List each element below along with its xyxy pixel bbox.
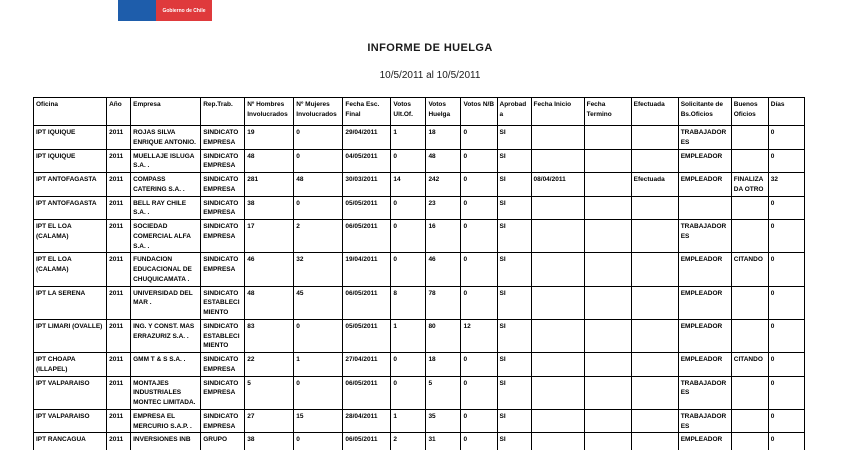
table-cell xyxy=(631,220,678,253)
table-cell: 17 xyxy=(245,220,294,253)
table-row xyxy=(34,286,805,319)
table-row xyxy=(34,376,805,409)
table-cell: EMPLEADOR xyxy=(678,319,731,352)
table-cell: SI xyxy=(497,409,531,433)
table-cell: SINDICATO EMPRESA xyxy=(201,220,245,253)
table-cell: 0 xyxy=(461,433,497,450)
table-cell: 0 xyxy=(461,173,497,197)
table-cell: 29/04/2011 xyxy=(343,126,391,150)
column-header: Votos Ult.Of. xyxy=(391,98,426,126)
table-cell xyxy=(731,149,768,173)
table-cell xyxy=(531,149,584,173)
table-cell xyxy=(531,220,584,253)
table-cell xyxy=(531,253,584,286)
table-cell xyxy=(631,433,678,450)
table-cell: CITANDO xyxy=(731,253,768,286)
table-cell: 5 xyxy=(245,376,294,409)
table-cell: 08/04/2011 xyxy=(531,173,584,197)
table-cell xyxy=(584,126,631,150)
table-cell xyxy=(678,196,731,220)
table-cell xyxy=(531,126,584,150)
column-header: Fecha Termino xyxy=(584,98,631,126)
table-cell: 0 xyxy=(768,433,804,450)
table-cell: CITANDO xyxy=(731,353,768,377)
table-cell xyxy=(584,286,631,319)
table-cell: 18 xyxy=(426,126,461,150)
column-header: Oficina xyxy=(34,98,107,126)
table-cell: UNIVERSIDAD DEL MAR . xyxy=(131,286,201,319)
table-cell xyxy=(631,126,678,150)
table-cell: 19/04/2011 xyxy=(343,253,391,286)
table-cell: 2011 xyxy=(107,126,131,150)
table-cell: 0 xyxy=(768,319,804,352)
table-cell: 0 xyxy=(768,353,804,377)
table-cell xyxy=(584,353,631,377)
table-cell: SINDICATO EMPRESA xyxy=(201,353,245,377)
table-cell: EMPRESA EL MERCURIO S.A.P. . xyxy=(131,409,201,433)
column-header: Votos Huelga xyxy=(426,98,461,126)
table-cell: 12 xyxy=(461,319,497,352)
table-cell: 2011 xyxy=(107,149,131,173)
column-header: Votos N/B xyxy=(461,98,497,126)
column-header: Empresa xyxy=(131,98,201,126)
table-cell: 0 xyxy=(461,376,497,409)
column-header: Nº Mujeres Involucrados xyxy=(294,98,343,126)
table-cell: 2011 xyxy=(107,353,131,377)
table-cell: 18 xyxy=(426,353,461,377)
table-cell: 2011 xyxy=(107,433,131,450)
chile-flag-red-block xyxy=(156,0,212,21)
table-cell: SI xyxy=(497,353,531,377)
table-cell: 2011 xyxy=(107,220,131,253)
table-cell xyxy=(584,196,631,220)
column-header: Año xyxy=(107,98,131,126)
column-header: Solicitante de Bs.Oficios xyxy=(678,98,731,126)
table-cell: SI xyxy=(497,149,531,173)
table-cell: 0 xyxy=(461,409,497,433)
table-cell: TRABAJADORES xyxy=(678,409,731,433)
column-header: Efectuada xyxy=(631,98,678,126)
table-cell: 06/05/2011 xyxy=(343,433,391,450)
table-cell: 0 xyxy=(461,196,497,220)
table-cell: 2011 xyxy=(107,286,131,319)
table-cell: 2011 xyxy=(107,376,131,409)
page-title: INFORME DE HUELGA xyxy=(367,42,493,54)
table-cell: 2 xyxy=(294,220,343,253)
table-cell: 0 xyxy=(768,126,804,150)
table-cell: IPT EL LOA (CALAMA) xyxy=(34,220,107,253)
table-cell: SI xyxy=(497,433,531,450)
table-cell xyxy=(731,220,768,253)
table-cell: 48 xyxy=(426,149,461,173)
table-cell: SINDICATO EMPRESA xyxy=(201,149,245,173)
table-cell: 0 xyxy=(391,353,426,377)
table-cell: 05/05/2011 xyxy=(343,319,391,352)
table-row xyxy=(34,409,805,433)
table-cell xyxy=(731,433,768,450)
table-cell: IPT VALPARAISO xyxy=(34,409,107,433)
table-cell: EMPLEADOR xyxy=(678,149,731,173)
column-header: Aprobada xyxy=(497,98,531,126)
table-cell xyxy=(584,319,631,352)
table-cell: 04/05/2011 xyxy=(343,149,391,173)
table-cell: 2011 xyxy=(107,196,131,220)
column-header: Días xyxy=(768,98,804,126)
column-header: Fecha Esc. Final xyxy=(343,98,391,126)
table-cell: 0 xyxy=(294,433,343,450)
column-header: Fecha Inicio xyxy=(531,98,584,126)
table-cell: SINDICATO EMPRESA xyxy=(201,376,245,409)
table-cell: Efectuada xyxy=(631,173,678,197)
table-cell: 0 xyxy=(768,220,804,253)
table-cell: 0 xyxy=(391,376,426,409)
table-cell: SINDICATO ESTABLECIMIENTO xyxy=(201,319,245,352)
table-cell: 22 xyxy=(245,353,294,377)
table-cell: 23 xyxy=(426,196,461,220)
table-cell: SI xyxy=(497,286,531,319)
table-cell: TRABAJADORES xyxy=(678,126,731,150)
table-body xyxy=(34,126,805,450)
table-cell: 2011 xyxy=(107,409,131,433)
logo-text: Gobierno de Chile xyxy=(162,7,206,14)
table-cell: MONTAJES INDUSTRIALES MONTEC LIMITADA. xyxy=(131,376,201,409)
table-cell: IPT RANCAGUA xyxy=(34,433,107,450)
table-cell: INVERSIONES INB xyxy=(131,433,201,450)
table-cell: MUELLAJE ISLUGA S.A. . xyxy=(131,149,201,173)
table-cell: SI xyxy=(497,126,531,150)
table-cell: EMPLEADOR xyxy=(678,286,731,319)
table-cell: 19 xyxy=(245,126,294,150)
table-cell: 45 xyxy=(294,286,343,319)
table-cell: SINDICATO EMPRESA xyxy=(201,126,245,150)
table-row xyxy=(34,173,805,197)
table-cell: IPT VALPARAISO xyxy=(34,376,107,409)
table-cell: 0 xyxy=(294,319,343,352)
table-cell xyxy=(731,196,768,220)
table-cell: 27 xyxy=(245,409,294,433)
table-cell: 05/05/2011 xyxy=(343,196,391,220)
table-cell xyxy=(731,409,768,433)
table-cell: IPT CHOAPA (ILLAPEL) xyxy=(34,353,107,377)
table-cell: 27/04/2011 xyxy=(343,353,391,377)
gobierno-de-chile-logo xyxy=(118,0,212,21)
table-cell: 48 xyxy=(294,173,343,197)
column-header: Buenos Oficios xyxy=(731,98,768,126)
table-cell: SINDICATO EMPRESA xyxy=(201,173,245,197)
table-cell: 48 xyxy=(245,286,294,319)
table-cell: 0 xyxy=(294,376,343,409)
table-cell: 0 xyxy=(294,149,343,173)
table-cell: 0 xyxy=(391,149,426,173)
table-cell: 0 xyxy=(461,126,497,150)
table-cell xyxy=(531,286,584,319)
table-cell xyxy=(531,319,584,352)
table-cell: 2011 xyxy=(107,253,131,286)
table-cell: SI xyxy=(497,173,531,197)
table-cell xyxy=(731,376,768,409)
table-cell: 0 xyxy=(461,253,497,286)
table-cell xyxy=(631,319,678,352)
table-cell: SI xyxy=(497,253,531,286)
table-cell: 242 xyxy=(426,173,461,197)
table-cell: 31 xyxy=(426,433,461,450)
date-range: 10/5/2011 al 10/5/2011 xyxy=(379,70,481,81)
table-cell: 5 xyxy=(426,376,461,409)
table-cell xyxy=(584,409,631,433)
table-cell: 2011 xyxy=(107,319,131,352)
table-cell: 46 xyxy=(426,253,461,286)
table-cell: 0 xyxy=(768,376,804,409)
table-cell: SI xyxy=(497,220,531,253)
table-cell: 46 xyxy=(245,253,294,286)
table-cell: COMPASS CATERING S.A. . xyxy=(131,173,201,197)
table-cell: 38 xyxy=(245,196,294,220)
table-cell: 1 xyxy=(391,319,426,352)
table-cell: TRABAJADORES xyxy=(678,376,731,409)
table-cell xyxy=(631,286,678,319)
table-row xyxy=(34,220,805,253)
table-cell: IPT IQUIQUE xyxy=(34,149,107,173)
table-cell: 0 xyxy=(461,353,497,377)
table-cell: 16 xyxy=(426,220,461,253)
column-header: Nº Hombres Involucrados xyxy=(245,98,294,126)
table-cell: IPT LIMARI (OVALLE) xyxy=(34,319,107,352)
table-cell xyxy=(531,376,584,409)
table-cell: ROJAS SILVA ENRIQUE ANTONIO. xyxy=(131,126,201,150)
table-cell: IPT ANTOFAGASTA xyxy=(34,196,107,220)
column-header: Rep.Trab. xyxy=(201,98,245,126)
table-row xyxy=(34,433,805,450)
table-cell: EMPLEADOR xyxy=(678,353,731,377)
table-cell: 0 xyxy=(461,220,497,253)
table-cell xyxy=(584,253,631,286)
table-cell: SOCIEDAD COMERCIAL ALFA S.A. . xyxy=(131,220,201,253)
table-cell xyxy=(584,376,631,409)
table-cell: 48 xyxy=(245,149,294,173)
table-cell xyxy=(631,196,678,220)
table-cell xyxy=(631,253,678,286)
table-cell: SINDICATO EMPRESA xyxy=(201,196,245,220)
table-cell: 0 xyxy=(768,253,804,286)
table-cell: 0 xyxy=(461,149,497,173)
table-cell: IPT IQUIQUE xyxy=(34,126,107,150)
table-cell: 0 xyxy=(461,286,497,319)
table-cell: FINALIZADA OTRO xyxy=(731,173,768,197)
table-cell: 06/05/2011 xyxy=(343,376,391,409)
table-cell: EMPLEADOR xyxy=(678,433,731,450)
table-cell: SINDICATO ESTABLECIMIENTO xyxy=(201,286,245,319)
table-cell: 0 xyxy=(294,196,343,220)
table-cell xyxy=(531,409,584,433)
table-cell: FUNDACION EDUCACIONAL DE CHUQUICAMATA . xyxy=(131,253,201,286)
table-cell xyxy=(531,433,584,450)
table-cell: 0 xyxy=(391,253,426,286)
table-row xyxy=(34,126,805,150)
table-cell: 78 xyxy=(426,286,461,319)
table-cell: EMPLEADOR xyxy=(678,253,731,286)
table-cell xyxy=(531,196,584,220)
table-cell: SINDICATO EMPRESA xyxy=(201,409,245,433)
table-row xyxy=(34,196,805,220)
table-cell: TRABAJADORES xyxy=(678,220,731,253)
table-cell xyxy=(631,149,678,173)
table-row xyxy=(34,149,805,173)
table-cell: 281 xyxy=(245,173,294,197)
table-cell: 2 xyxy=(391,433,426,450)
table-cell: SI xyxy=(497,319,531,352)
table-row xyxy=(34,353,805,377)
table-cell xyxy=(584,433,631,450)
table-cell xyxy=(731,126,768,150)
huelga-table xyxy=(33,97,805,450)
table-cell xyxy=(631,409,678,433)
table-cell: BELL RAY CHILE S.A. . xyxy=(131,196,201,220)
table-cell: 0 xyxy=(768,196,804,220)
table-cell: 83 xyxy=(245,319,294,352)
table-cell: 14 xyxy=(391,173,426,197)
table-header xyxy=(34,98,805,126)
table-cell xyxy=(731,319,768,352)
table-cell: IPT EL LOA (CALAMA) xyxy=(34,253,107,286)
table-cell: 8 xyxy=(391,286,426,319)
table-cell xyxy=(584,220,631,253)
table-cell xyxy=(631,353,678,377)
table-cell: 1 xyxy=(294,353,343,377)
table-cell: 0 xyxy=(768,149,804,173)
table-cell: 0 xyxy=(768,409,804,433)
table-cell: SINDICATO EMPRESA xyxy=(201,253,245,286)
table-cell: 35 xyxy=(426,409,461,433)
table-cell: EMPLEADOR xyxy=(678,173,731,197)
table-cell: 0 xyxy=(391,196,426,220)
table-cell xyxy=(531,353,584,377)
table-row xyxy=(34,253,805,286)
table-cell xyxy=(631,376,678,409)
table-cell: 32 xyxy=(768,173,804,197)
table-cell xyxy=(584,149,631,173)
table-cell: 30/03/2011 xyxy=(343,173,391,197)
table-cell xyxy=(731,286,768,319)
table-cell: 06/05/2011 xyxy=(343,286,391,319)
table-cell: SI xyxy=(497,196,531,220)
table-cell: 80 xyxy=(426,319,461,352)
table-row xyxy=(34,319,805,352)
table-cell: 0 xyxy=(294,126,343,150)
table-cell: ING. Y CONST. MAS ERRAZURIZ S.A. . xyxy=(131,319,201,352)
table-cell: 06/05/2011 xyxy=(343,220,391,253)
table-cell: 15 xyxy=(294,409,343,433)
table-cell: 0 xyxy=(391,220,426,253)
table-cell: 1 xyxy=(391,409,426,433)
table-cell: GMM T & S S.A. . xyxy=(131,353,201,377)
table-cell: 38 xyxy=(245,433,294,450)
table-cell: SI xyxy=(497,376,531,409)
table-cell: IPT ANTOFAGASTA xyxy=(34,173,107,197)
table-cell: GRUPO xyxy=(201,433,245,450)
table-cell xyxy=(584,173,631,197)
table-cell: 1 xyxy=(391,126,426,150)
table-cell: 28/04/2011 xyxy=(343,409,391,433)
table-cell: 32 xyxy=(294,253,343,286)
table-header-row xyxy=(34,98,805,126)
table-cell: IPT LA SERENA xyxy=(34,286,107,319)
chile-flag-blue-block xyxy=(118,0,156,21)
table-cell: 2011 xyxy=(107,173,131,197)
report-table-container xyxy=(33,97,828,450)
table-cell: 0 xyxy=(768,286,804,319)
